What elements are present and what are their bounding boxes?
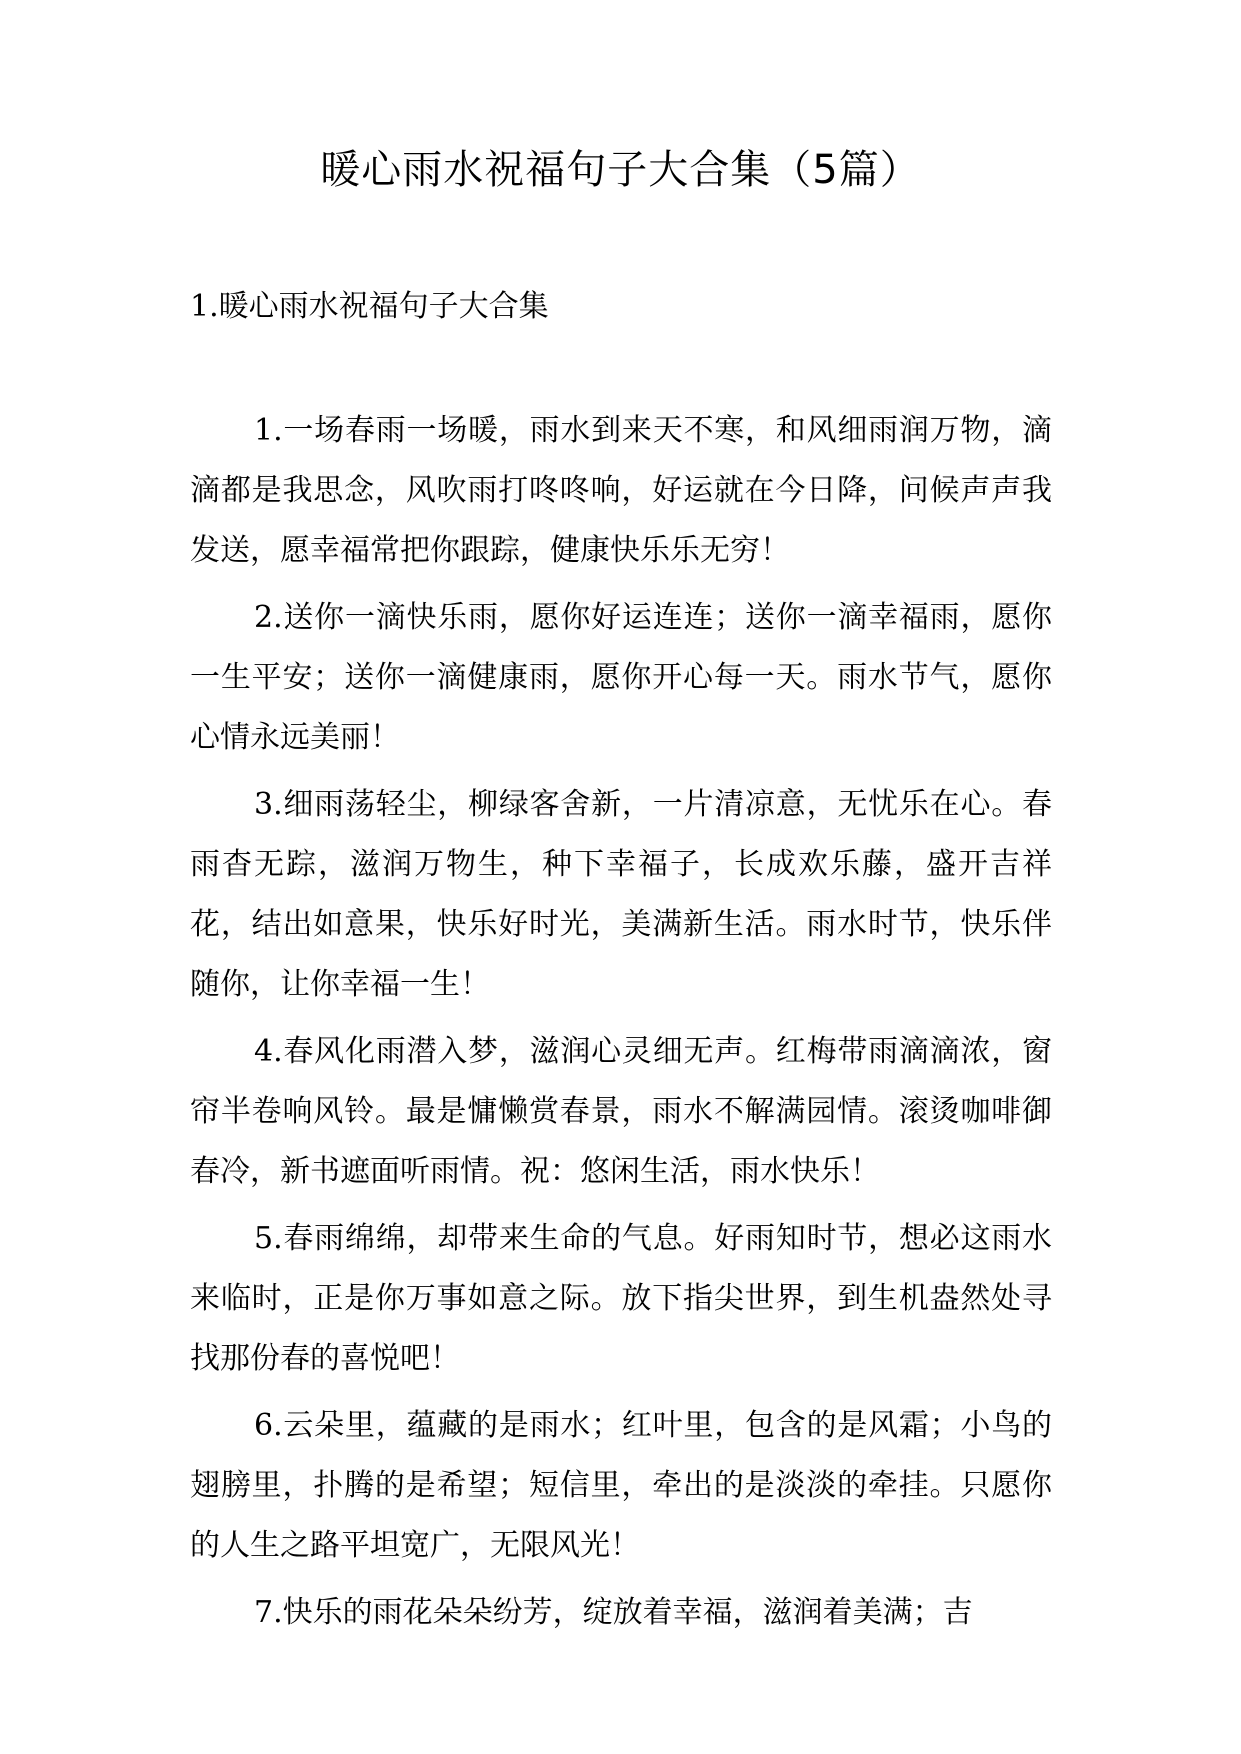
paragraph-1: 1.一场春雨一场暖，雨水到来天不寒，和风细雨润万物，滴滴都是我思念，风吹雨打咚咚响，好运就在今日降，问候声声我发送，愿幸福常把你跟踪，健康快乐乐无穷！ (190, 413, 1052, 568)
document-title: 暖心雨水祝福句子大合集（5篇） (320, 147, 921, 193)
paragraph-6: 6.云朵里，蕴藏的是雨水；红叶里，包含的是风霜；小鸟的翅膀里，扑腾的是希望；短信里，牵出的是淡淡的牵挂。只愿你的人生之路平坦宽广，无限风光！ (190, 1408, 1052, 1563)
paragraph-7: 7.快乐的雨花朵朵纷芳，绽放着幸福，滋润着美满；吉 (254, 1595, 973, 1630)
paragraph-3: 3.细雨荡轻尘，柳绿客舍新，一片清凉意，无忧乐在心。春雨杳无踪，滋润万物生，种下幸福子，长成欢乐藤，盛开吉祥花，结出如意果，快乐好时光，美满新生活。雨水时节，快乐伴随你，让你幸福一生！ (190, 787, 1052, 1002)
section-heading: 1.暖心雨水祝福句子大合集 (190, 289, 549, 324)
paragraph-4: 4.春风化雨潜入梦，滋润心灵细无声。红梅带雨滴滴浓，窗帘半卷响风铃。最是慵懒赏春景，雨水不解满园情。滚烫咖啡御春冷，新书遮面听雨情。祝：悠闲生活，雨水快乐！ (190, 1034, 1052, 1189)
document-body (190, 401, 1052, 1650)
paragraph-5: 5.春雨绵绵，却带来生命的气息。好雨知时节，想必这雨水来临时，正是你万事如意之际。放下指尖世界，到生机盎然处寻找那份春的喜悦吧！ (190, 1221, 1052, 1376)
paragraph-2: 2.送你一滴快乐雨，愿你好运连连；送你一滴幸福雨，愿你一生平安；送你一滴健康雨，愿你开心每一天。雨水节气，愿你心情永远美丽！ (190, 600, 1052, 755)
